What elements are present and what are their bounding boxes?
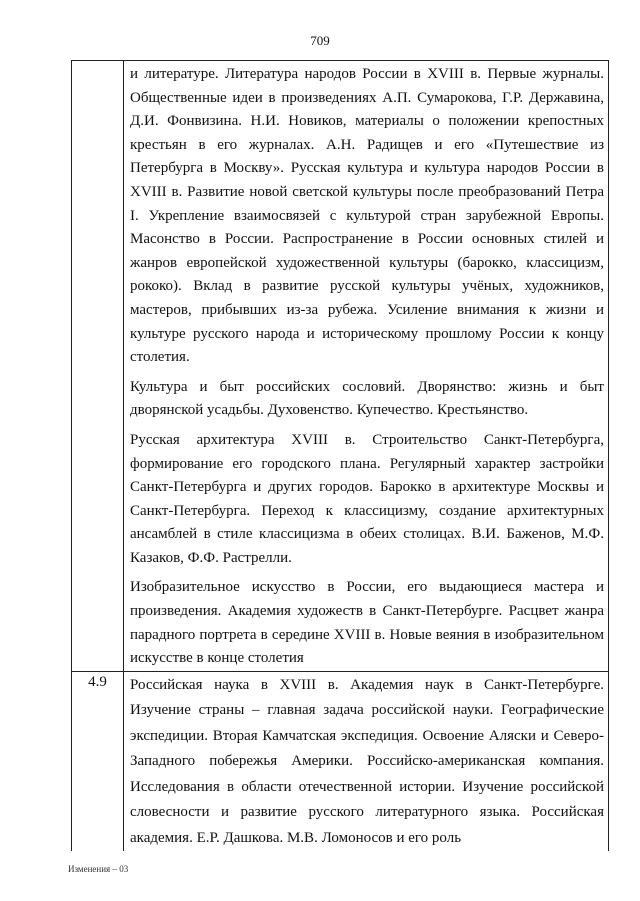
footer-revision-note: Изменения – 03 bbox=[68, 864, 129, 874]
table-row bbox=[72, 61, 609, 672]
paragraph: и литературе. Литература народов России в XVIII в. Первые журналы. Общественные идеи в произведениях А.П. Сумарокова, Г.Р. Державина, Д.И. Фонвизина. Н.И. Новиков, материалы о положении крепостных крестьян в его журналах. А.Н. Радищев и его «Путешествие из Петербурга в Москву». Русская культура и культура народов России в XVIII в. Развитие новой светской культуры после преобразований Петра I. Укрепление взаимосвязей с культурой стран зарубежной Европы. Масонство в России. Распространение в России основных стилей и жанров европейской художественной культуры (барокко, классицизм, рококо). Вклад в развитие русской культуры учёных, художников, мастеров, прибывших из-за рубежа. Усиление внимания к жизни и культуре русского народа и историческому прошлому России к концу столетия. bbox=[130, 66, 604, 366]
paragraph: Изобразительное искусство в России, его выдающиеся мастера и произведения. Академия художеств в Санкт-Петербурге. Расцвет жанра парадного портрета в середине XVIII в. Новые веяния в изобразительном искусстве в конце столетия bbox=[130, 579, 604, 667]
section-number-cell bbox=[72, 61, 124, 672]
section-number-cell: 4.9 bbox=[72, 671, 124, 851]
paragraph: Русская архитектура XVIII в. Строительство Санкт-Петербурга, формирование его городского плана. Регулярный характер застройки Санкт-Петербурга и других городов. Барокко в архитектуре Москвы и Санкт-Петербурга. Переход к классицизму, создание архитектурных ансамблей в стиле классицизма в обеих столицах. В.И. Баженов, М.Ф. Казаков, Ф.Ф. Растрелли. bbox=[130, 431, 604, 566]
paragraph: Российская наука в XVIII в. Академия наук в Санкт-Петербурге. Изучение страны – главная задача российской науки. Географические экспедиции. Вторая Камчатская экспедиция. Освоение Аляски и Северо-Западного побережья Америки. Российско-американская компания. Исследования в области отечественной истории. Изучение российской словесности и развитие русского литературного языка. Российская академия. Е.Р. Дашкова. М.В. Ломоносов и его роль bbox=[130, 676, 604, 846]
section-text-cell bbox=[124, 61, 609, 672]
paragraph: Культура и быт российских сословий. Дворянство: жизнь и быт дворянской усадьбы. Духовенство. Купечество. Крестьянство. bbox=[130, 378, 604, 419]
table-row bbox=[72, 671, 609, 851]
curriculum-table bbox=[71, 60, 609, 851]
page-number: 709 bbox=[310, 33, 330, 48]
section-text-cell bbox=[124, 671, 609, 851]
